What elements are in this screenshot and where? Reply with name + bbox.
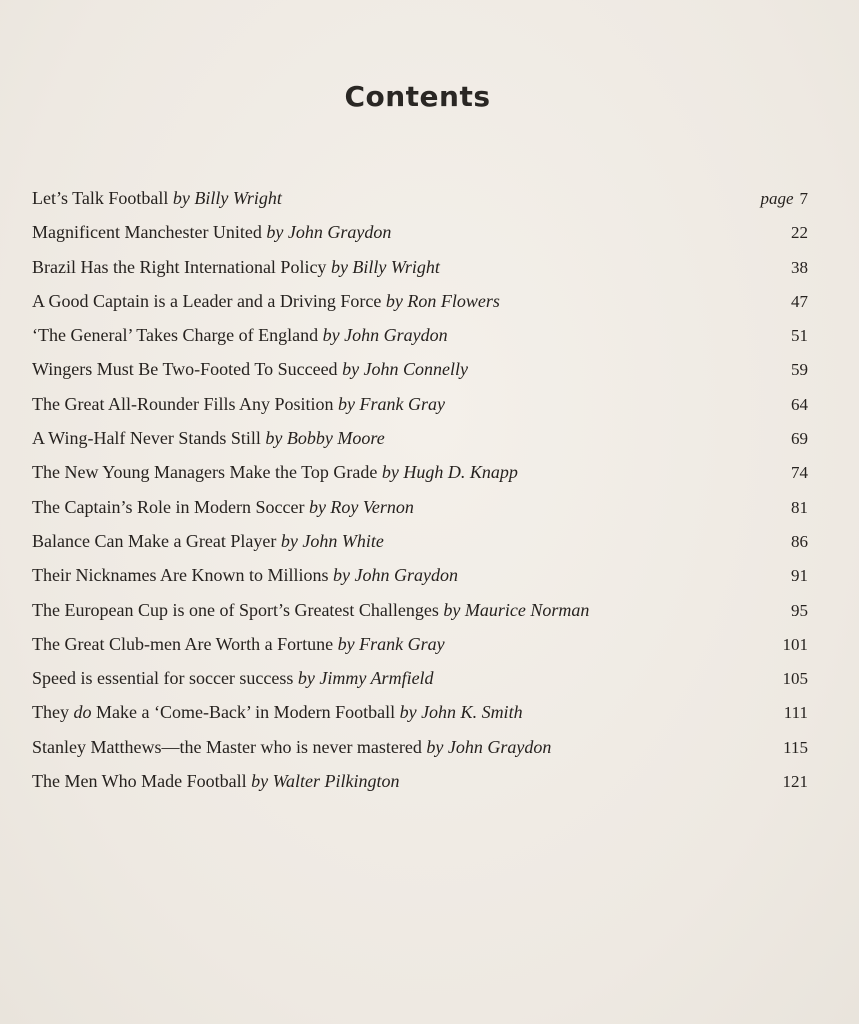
page-number <box>791 422 808 456</box>
toc-entry <box>32 318 808 352</box>
toc-entry <box>32 284 808 318</box>
toc-entry <box>32 352 808 386</box>
toc-entry-title <box>32 387 791 421</box>
toc-entry <box>32 627 808 661</box>
page-number <box>791 216 808 250</box>
toc-entry-title <box>32 318 791 352</box>
toc-entry <box>32 490 808 524</box>
toc-entry-title <box>32 250 791 284</box>
chapter-title: A Good Captain is a Leader and a Driving Force <box>32 290 386 311</box>
table-of-contents <box>32 181 808 798</box>
page-number-value: 101 <box>782 634 808 654</box>
page-number-value: 64 <box>791 394 808 414</box>
page-number-value: 51 <box>791 326 808 346</box>
page-number <box>783 765 809 799</box>
page-number <box>791 319 808 353</box>
page-number-value: 91 <box>791 566 808 586</box>
toc-entry-title <box>32 661 783 695</box>
chapter-title: Balance Can Make a Great Player <box>32 530 281 551</box>
page-number <box>783 628 809 662</box>
toc-entry <box>32 181 808 215</box>
toc-entry <box>32 558 808 592</box>
chapter-title: The Great Club-men Are Worth a Fortune <box>32 633 338 654</box>
toc-entry <box>32 661 808 695</box>
toc-entry-title <box>32 524 791 558</box>
toc-entry <box>32 730 808 764</box>
author-byline: by John White <box>280 530 384 551</box>
chapter-title: The European Cup is one of Sport’s Greatest Challenges <box>32 599 444 620</box>
page-number-value: 86 <box>791 531 808 551</box>
author-byline: by John Graydon <box>426 736 552 757</box>
page-number-value: 59 <box>791 360 808 380</box>
page-number <box>791 525 808 559</box>
toc-entry-title <box>32 490 791 524</box>
author-byline: by John Graydon <box>332 565 458 586</box>
page-number <box>791 594 808 628</box>
page-number-value: 47 <box>791 291 808 311</box>
chapter-title: Brazil Has the Right International Policy <box>32 256 331 277</box>
chapter-title: The New Young Managers Make the Top Grade <box>32 462 382 483</box>
author-byline: by John Connelly <box>342 359 469 380</box>
page-title: Contents <box>344 80 491 113</box>
page-number-value: 105 <box>782 669 808 689</box>
page-number-value: 69 <box>791 429 808 449</box>
chapter-title: ‘The General’ Takes Charge of England <box>32 325 323 346</box>
page-number-value: 95 <box>791 600 808 620</box>
page-number-value: 121 <box>782 772 808 792</box>
chapter-title: Their Nicknames Are Known to Millions <box>32 565 333 586</box>
chapter-title: The Men Who Made Football <box>32 771 252 792</box>
author-byline: by Walter Pilkington <box>251 771 400 792</box>
toc-entry <box>32 215 808 249</box>
toc-entry <box>32 250 808 284</box>
toc-entry-title <box>32 627 783 661</box>
author-byline: by Billy Wright <box>172 188 282 208</box>
toc-entry <box>32 455 808 489</box>
page-number-value: 38 <box>791 257 808 277</box>
chapter-title: A Wing-Half Never Stands Still <box>32 428 266 449</box>
chapter-title: They <box>32 702 74 723</box>
toc-entry-title <box>32 730 783 764</box>
author-byline: by John Graydon <box>322 325 448 346</box>
page-number <box>791 559 808 593</box>
chapter-title: Stanley Matthews—the Master who is never mastered <box>32 736 427 757</box>
page-number <box>791 285 808 319</box>
page-number-value: 22 <box>791 223 808 243</box>
author-byline: by Frank Gray <box>338 393 445 414</box>
page-number-value: 81 <box>791 497 808 517</box>
page-number <box>791 491 808 525</box>
toc-entry-title <box>32 215 791 249</box>
chapter-title: Let’s Talk Football <box>32 188 173 208</box>
page-number <box>783 731 808 765</box>
toc-entry <box>32 421 808 455</box>
page-number <box>791 353 808 387</box>
toc-entry-title <box>32 352 791 386</box>
page-label: page <box>760 189 794 208</box>
page-number <box>760 182 808 216</box>
toc-entry <box>32 593 808 627</box>
page-number <box>791 456 808 490</box>
author-byline: by Maurice Norman <box>443 599 590 620</box>
page-number-value: 7 <box>799 189 808 208</box>
page-number-value: 115 <box>783 737 808 757</box>
toc-entry-title <box>32 455 791 489</box>
chapter-title: The Captain’s Role in Modern Soccer <box>32 496 309 517</box>
page-number <box>791 388 808 422</box>
toc-entry-title <box>32 284 791 318</box>
page-number <box>791 251 808 285</box>
author-byline: do <box>73 702 92 723</box>
author-byline: by Frank Gray <box>337 633 445 654</box>
page-number-value: 74 <box>791 463 808 483</box>
author-byline: by Billy Wright <box>330 256 440 277</box>
author-byline: by John K. Smith <box>399 702 523 723</box>
author-byline: by Bobby Moore <box>265 428 385 449</box>
toc-entry-title <box>32 593 791 627</box>
page-number <box>783 662 809 696</box>
chapter-title: Magnificent Manchester United <box>32 222 267 243</box>
author-byline: by Roy Vernon <box>308 496 414 517</box>
toc-entry-title <box>32 421 791 455</box>
chapter-title-continued: Make a ‘Come-Back’ in Modern Football <box>91 702 400 723</box>
page-number-value: 111 <box>783 703 808 723</box>
author-byline: by John Graydon <box>266 222 392 243</box>
page-number <box>784 696 808 730</box>
toc-entry-title <box>32 695 784 729</box>
toc-entry <box>32 387 808 421</box>
toc-entry <box>32 524 808 558</box>
toc-entry <box>32 695 808 729</box>
author-byline: by Ron Flowers <box>385 290 500 311</box>
chapter-title: Wingers Must Be Two-Footed To Succeed <box>32 359 343 380</box>
author-byline: by Jimmy Armfield <box>297 668 434 689</box>
author-byline: by Hugh D. Knapp <box>381 462 518 483</box>
toc-entry-title <box>32 764 783 798</box>
toc-entry <box>32 764 808 798</box>
chapter-title: Speed is essential for soccer success <box>32 668 298 689</box>
toc-entry-title <box>32 558 791 592</box>
chapter-title: The Great All-Rounder Fills Any Position <box>32 393 338 414</box>
toc-entry-title <box>32 181 760 215</box>
